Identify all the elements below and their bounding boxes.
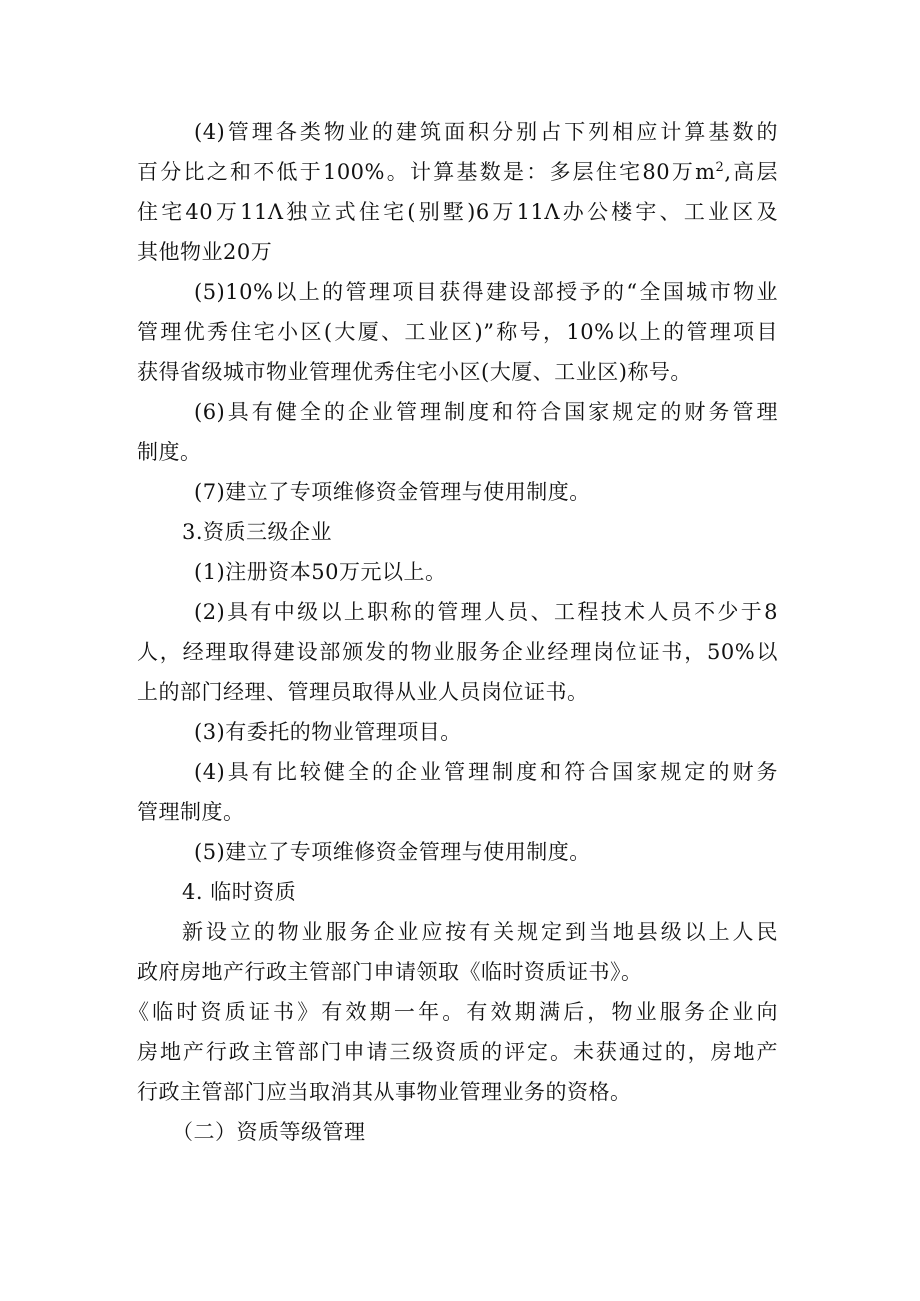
heading-grade-3: 3.资质三级企业 [182,520,333,544]
g3-item-4-line-1: (4)具有比较健全的企业管理制度和符合国家规定的财务 [194,760,778,784]
section-heading-2: （二）资质等级管理 [172,1120,366,1144]
para-4-line-2 [137,155,778,189]
temp-para-line-5: 行政主管部门应当取消其从事物业管理业务的资格。 [137,1080,632,1104]
g3-item-5: (5)建立了专项维修资金管理与使用制度。 [194,840,591,864]
para-4-line-2-text-a: 百分比之和不低于100%。计算基数是：多层住宅80万m [137,160,716,184]
g3-item-2-line-2: 人，经理取得建设部颁发的物业服务企业经理岗位证书，50%以 [137,640,778,664]
g3-item-1: (1)注册资本50万元以上。 [194,560,447,584]
g3-item-2-line-3: 上的部门经理、管理员取得从业人员岗位证书。 [137,680,589,704]
para-4-line-4: 其他物业20万 [137,240,273,264]
heading-temporary: 4. 临时资质 [182,880,297,904]
temp-para-line-1: 新设立的物业服务企业应按有关规定到当地县级以上人民 [182,920,778,944]
para-4-line-3: 住宅40万11Λ独立式住宅(别墅)6万11Λ办公楼宇、工业区及 [137,200,778,224]
g3-item-2-line-1: (2)具有中级以上职称的管理人员、工程技术人员不少于8 [194,600,778,624]
g3-item-3: (3)有委托的物业管理项目。 [194,720,462,744]
temp-para-line-2: 政府房地产行政主管部门申请领取《临时资质证书》。 [137,960,643,984]
para-6-line-2: 制度。 [137,440,202,464]
para-4-line-2-text-b: ,高层 [724,160,778,184]
para-5-line-2: 管理优秀住宅小区(大厦、工业区)”称号，10%以上的管理项目 [137,320,778,344]
g3-item-4-line-2: 管理制度。 [137,800,245,824]
para-4-line-1: (4)管理各类物业的建筑面积分别占下列相应计算基数的 [194,120,778,144]
para-5-line-3: 获得省级城市物业管理优秀住宅小区(大厦、工业区)称号。 [137,360,692,384]
squared-superscript: 2 [715,160,725,175]
temp-para-line-3: 《临时资质证书》有效期一年。有效期满后，物业服务企业向 [128,1000,778,1024]
para-7: (7)建立了专项维修资金管理与使用制度。 [194,480,591,504]
para-6-line-1: (6)具有健全的企业管理制度和符合国家规定的财务管理 [194,400,778,424]
temp-para-line-4: 房地产行政主管部门申请三级资质的评定。未获通过的，房地产 [137,1040,778,1064]
para-5-line-1: (5)10%以上的管理项目获得建设部授予的“全国城市物业 [194,280,778,304]
